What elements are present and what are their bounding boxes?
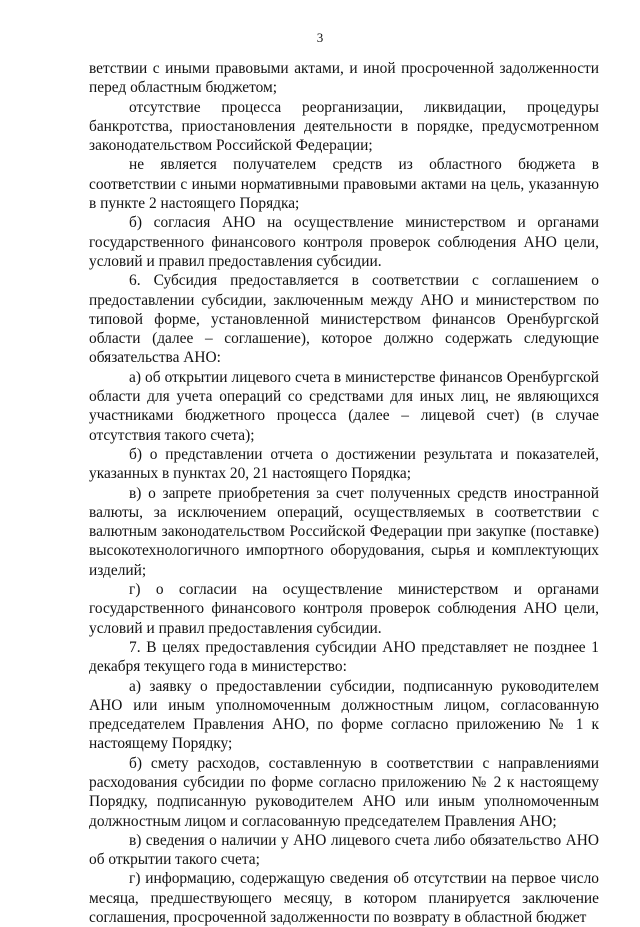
paragraph-not-recipient: не является получателем средств из областного бюджета в соответствии с иными нормативными правовыми актами на цель, указанную в пункте 2 настоящего Порядка; — [89, 156, 599, 213]
paragraph-item-7a: а) заявку о предоставлении субсидии, подписанную руководителем АНО или иным уполномоченным должностным лицом, согласованную председателем Правления АНО, по форме согласно приложению № 1 к настоящему Порядку; — [89, 677, 599, 753]
paragraph-item-6: 6. Субсидия предоставляется в соответствии с соглашением о предоставлении субсидии, заключенным между АНО и министерством по типовой форме, установленной министерством финансов Оренбургской области (далее – соглашение), которое должно содержать следующие обязательства АНО: — [89, 272, 599, 367]
paragraph-item-7b: б) смету расходов, составленную в соответствии с направлениями расходования субсидии по форме согласно приложению № 2 к настоящему Порядку, подписанную руководителем АНО или иным уполномоченным должностным лицом и согласованную председателем Правления АНО; — [89, 754, 599, 830]
paragraph-item-6a: а) об открытии лицевого счета в министерстве финансов Оренбургской области для учета операций со средствами для иных лиц, не являющихся участниками бюджетного процесса (далее – лицевой счет) (в случае отсутствия такого счета); — [89, 368, 599, 444]
paragraph-item-6b: б) о представлении отчета о достижении результата и показателей, указанных в пунктах 20, 21 настоящего Порядка; — [89, 445, 599, 483]
document-body — [89, 59, 599, 927]
paragraph-item-6v: в) о запрете приобретения за счет полученных средств иностранной валюты, за исключением операций, осуществляемых в соответствии с валютным законодательством Российской Федерации при закупке (поставке) высокотехнологичного импортного оборудования, сырья и комплектующих изделий; — [89, 484, 599, 579]
paragraph-consent-b: б) согласия АНО на осуществление министерством и органами государственного финансового контроля проверок соблюдения АНО цели, условий и правил предоставления субсидии. — [89, 214, 599, 270]
paragraph-item-7v: в) сведения о наличии у АНО лицевого счета либо обязательство АНО об открытии такого счета; — [89, 831, 599, 869]
paragraph-no-reorganization: отсутствие процесса реорганизации, ликвидации, процедуры банкротства, приостановления деятельности в порядке, предусмотренном законодательством Российской Федерации; — [89, 98, 599, 155]
page-number: 3 — [316, 30, 324, 45]
paragraph-item-7: 7. В целях предоставления субсидии АНО представляет не позднее 1 декабря текущего года в министерство: — [89, 638, 599, 676]
paragraph-item-7g: г) информацию, содержащую сведения об отсутствии на первое число месяца, предшествующего месяцу, в котором планируется заключение соглашения, просроченной задолженности по возврату в областной бюджет — [89, 870, 599, 927]
paragraph-continuation: ветствии с иными правовыми актами, и иной просроченной задолженности перед областным бюджетом; — [89, 60, 599, 97]
paragraph-item-6g: г) о согласии на осуществление министерством и органами государственного финансового контроля проверок соблюдения АНО цели, условий и правил предоставления субсидии. — [89, 581, 599, 637]
